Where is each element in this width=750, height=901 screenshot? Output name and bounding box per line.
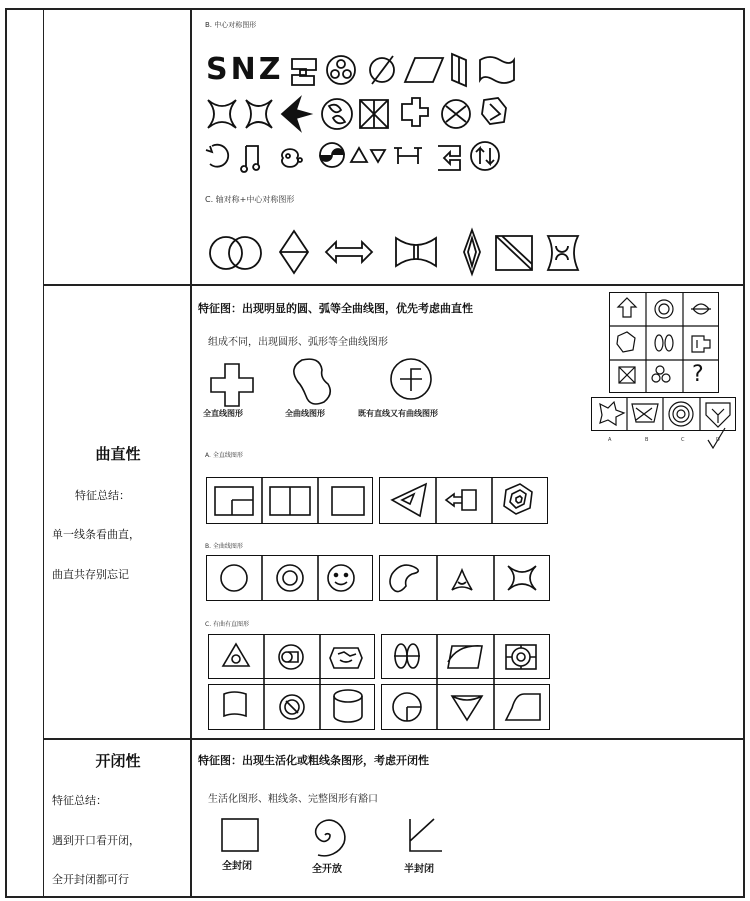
c-mixed-label: C. 有曲有直图形 [205, 621, 250, 628]
curve-example-label-3: 既有直线又有曲线图形 [358, 409, 438, 418]
curve-composition-text: 组成不同，出现圆形、弧形等全曲线图形 [208, 337, 388, 348]
open-example-label-3: 半封闭 [404, 864, 434, 875]
curve-feature-text: 特征图：出现明显的圆、弧等全曲线图，优先考虑曲直性 [198, 302, 473, 315]
open-example-label-2: 全开放 [312, 864, 342, 875]
option-label-a: A [608, 437, 612, 443]
open-summary-line2: 全开封闭都可行 [52, 873, 129, 886]
curve-summary-heading: 特征总结： [75, 489, 130, 502]
b-all-curve-label: B. 全曲线图形 [205, 543, 243, 550]
a-all-straight-label: A. 全直线图形 [205, 452, 243, 459]
curve-left-title: 曲直性 [95, 445, 141, 463]
curve-example-label-2: 全曲线图形 [285, 409, 325, 418]
curve-summary-line1: 单一线条看曲直， [52, 528, 140, 541]
curve-example-label-1: 全直线图形 [203, 409, 243, 418]
open-summary-line1: 遇到开口看开闭， [52, 834, 140, 847]
option-label-d: D [716, 437, 720, 443]
c-section-label: C. 轴对称+中心对称图形 [205, 195, 295, 204]
snz-letters: SNZ [206, 52, 284, 87]
open-summary-heading: 特征总结： [52, 794, 107, 807]
option-label-c: C [681, 437, 685, 443]
open-left-title: 开闭性 [95, 752, 141, 770]
open-feature-text: 特征图：出现生活化或粗线条图形，考虑开闭性 [198, 754, 429, 767]
open-example-label-1: 全封闭 [222, 861, 252, 872]
open-composition-text: 生活化图形、粗线条、完整图形有豁口 [208, 794, 378, 805]
b-section-label: B. 中心对称图形 [205, 21, 257, 29]
curve-summary-line2: 曲直共存别忘记 [52, 568, 129, 581]
question-mark: ? [692, 362, 704, 387]
option-label-b: B [645, 437, 649, 443]
